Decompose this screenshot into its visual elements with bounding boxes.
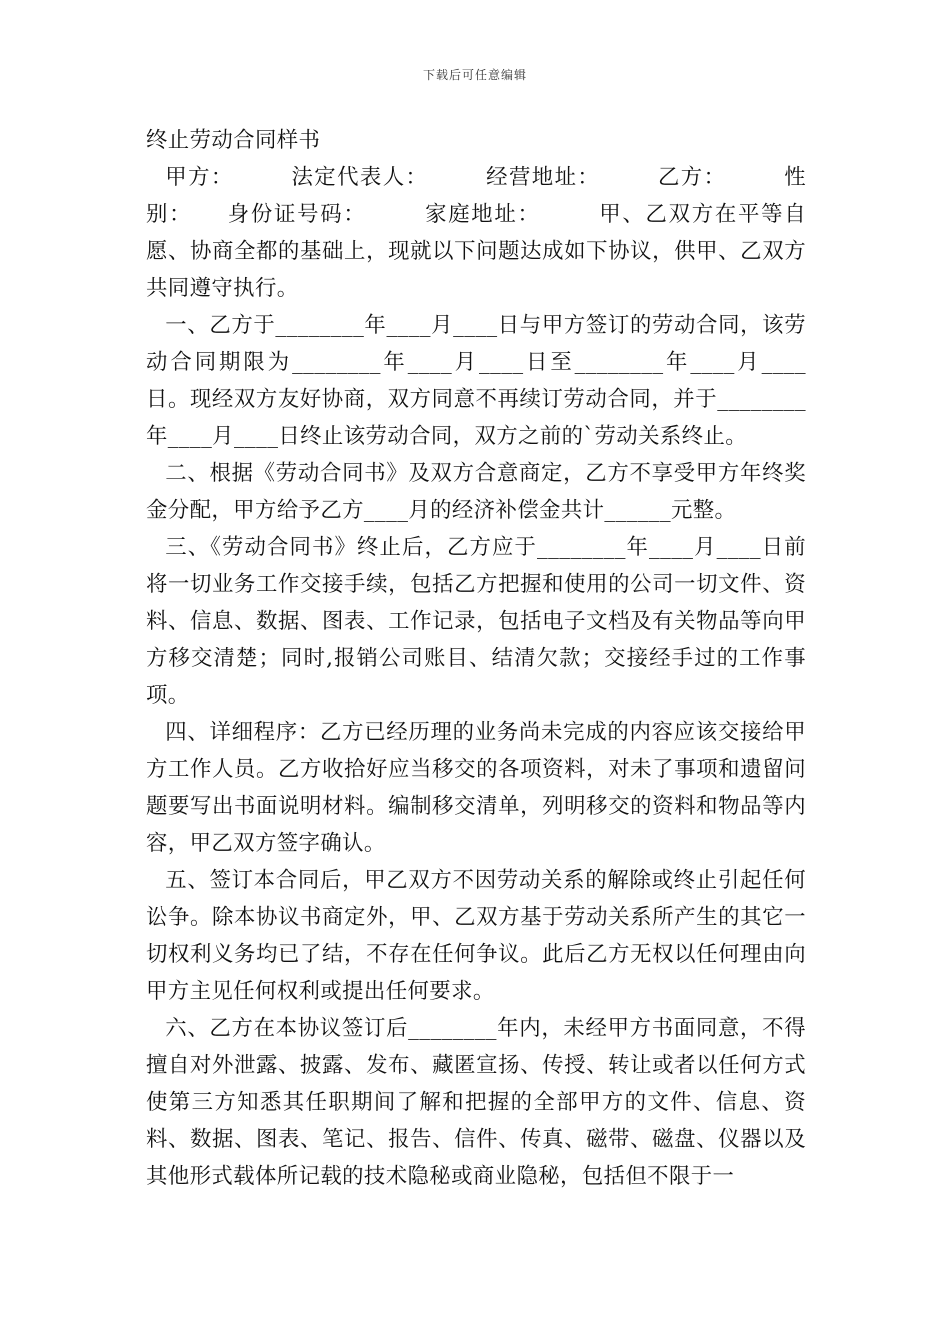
document-title: 终止劳动合同样书 [146,128,321,153]
page-header: 下载后可任意编辑 [422,68,527,82]
parties-paragraph: 甲方： 法定代表人： 经营地址： 乙方： 性别： 身份证号码： 家庭地址： 甲、乙双方在平等自愿、协商全都的基础上，现就以下问题达成如下协议，供甲、乙双方共同遵守执行。 [146,165,806,301]
clause-3: 三、《劳动合同书》终止后，乙方应于________年____月____日前将一切业务工作交接手续，包括乙方把握和使用的公司一切文件、资料、信息、数据、图表、工作记录，包括电子文档及有关物品等向甲方移交清楚；同时,报销公司账目、结清欠款；交接经手过的工作事项。 [146,535,806,708]
clause-4: 四、详细程序：乙方已经历理的业务尚未完成的内容应该交接给甲方工作人员。乙方收拾好应当移交的各项资料，对未了事项和遗留问题要写出书面说明材料。编制移交清单，列明移交的资料和物品等内容，甲乙双方签字确认。 [146,720,806,856]
document-body [146,122,806,1195]
clause-5: 五、签订本合同后，甲乙双方不因劳动关系的解除或终止引起任何讼争。除本协议书商定外，甲、乙双方基于劳动关系所产生的其它一切权利义务均已了结，不存在任何争议。此后乙方无权以任何理由向甲方主见任何权利或提出任何要求。 [146,868,806,1004]
clause-2: 二、根据《劳动合同书》及双方合意商定，乙方不享受甲方年终奖金分配，甲方给予乙方____月的经济补偿金共计______元整。 [146,461,806,523]
clause-1: 一、乙方于________年____月____日与甲方签订的劳动合同，该劳动合同期限为________年____月____日至________年____月____日。现经双方友好协商，双方同意不再续订劳动合同，并于________年____月____日终止该劳动合同，双方之前的`劳动关系终止。 [146,313,806,449]
clause-6: 六、乙方在本协议签订后________年内，未经甲方书面同意，不得擅自对外泄露、披露、发布、藏匿宣扬、传授、转让或者以任何方式使第三方知悉其任职期间了解和把握的全部甲方的文件、信息、资料、数据、图表、笔记、报告、信件、传真、磁带、磁盘、仪器以及其他形式载体所记载的技术隐秘或商业隐秘，包括但不限于一 [146,1016,806,1189]
